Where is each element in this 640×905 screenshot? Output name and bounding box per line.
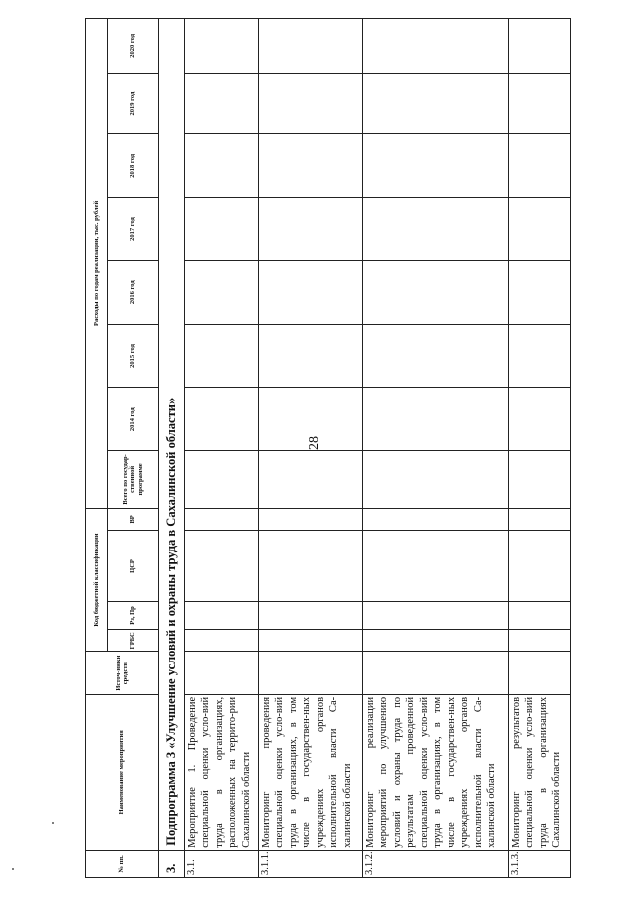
header-expenses: Расходы по годам реализации, тыс. рублей [86,19,108,509]
table-row [509,19,571,878]
header-source: Источ-ники средств [86,652,159,694]
header-total: Всего по государ-ственной программе [108,451,159,509]
row-num: 3.1.2. [363,850,509,877]
header-num: № пп. [86,850,159,877]
header-year: 2018 год [108,134,159,198]
header-year: 2014 год [108,388,159,451]
table-row [363,19,509,878]
expenses-table [85,18,571,878]
header-vr: ВР [108,508,159,530]
header-year: 2017 год [108,198,159,261]
header-year: 2020 год [108,19,159,74]
scan-speck [12,868,14,870]
table-row [185,19,259,878]
row-num: 3.1.1. [259,850,363,877]
subprogram-title: Подпрограмма 3 «Улучшение условий и охраны труда в Сахалинской области» [159,19,185,851]
row-name: Мониторинг проведения специальной оценки усло-вий труда в организациях, в том числе в государствен-ных учреждениях органов исполнительной власти Са-халинской области [259,694,363,850]
header-year: 2016 год [108,260,159,324]
scan-speck [52,822,54,824]
rotated-table-container [85,18,563,878]
header-year: 2019 год [108,73,159,134]
row-name: Мониторинг результатов специальной оценки усло-вий труда в организациях Сахалинской области [509,694,571,850]
header-csr: ЦСР [108,531,159,602]
header-year: 2015 год [108,324,159,388]
header-rzpr: Рз, Пр [108,601,159,629]
subprogram-num: 3. [159,850,185,877]
header-budget-code: Код бюджетной классификации [86,508,108,652]
row-num: 3.1. [185,850,259,877]
header-name: Наименование мероприятия [86,694,159,850]
row-name: Мероприятие 1. Проведение специальной оценки усло-вий труда в организациях, расположенных на террито-рии Сахалинской области [185,694,259,850]
row-num: 3.1.3. [509,850,571,877]
table-row [259,19,363,878]
row-name: Мониторинг реализации мероприятий по улучшению условий и охраны труда по результатам проведенной специальной оценки усло-вий труда в организациях, в том числе в государствен-ных учреждениях органов исполнительной власти Са-халинской области [363,694,509,850]
header-grbs: ГРБС [108,630,159,652]
page-number: 28 [307,436,322,450]
